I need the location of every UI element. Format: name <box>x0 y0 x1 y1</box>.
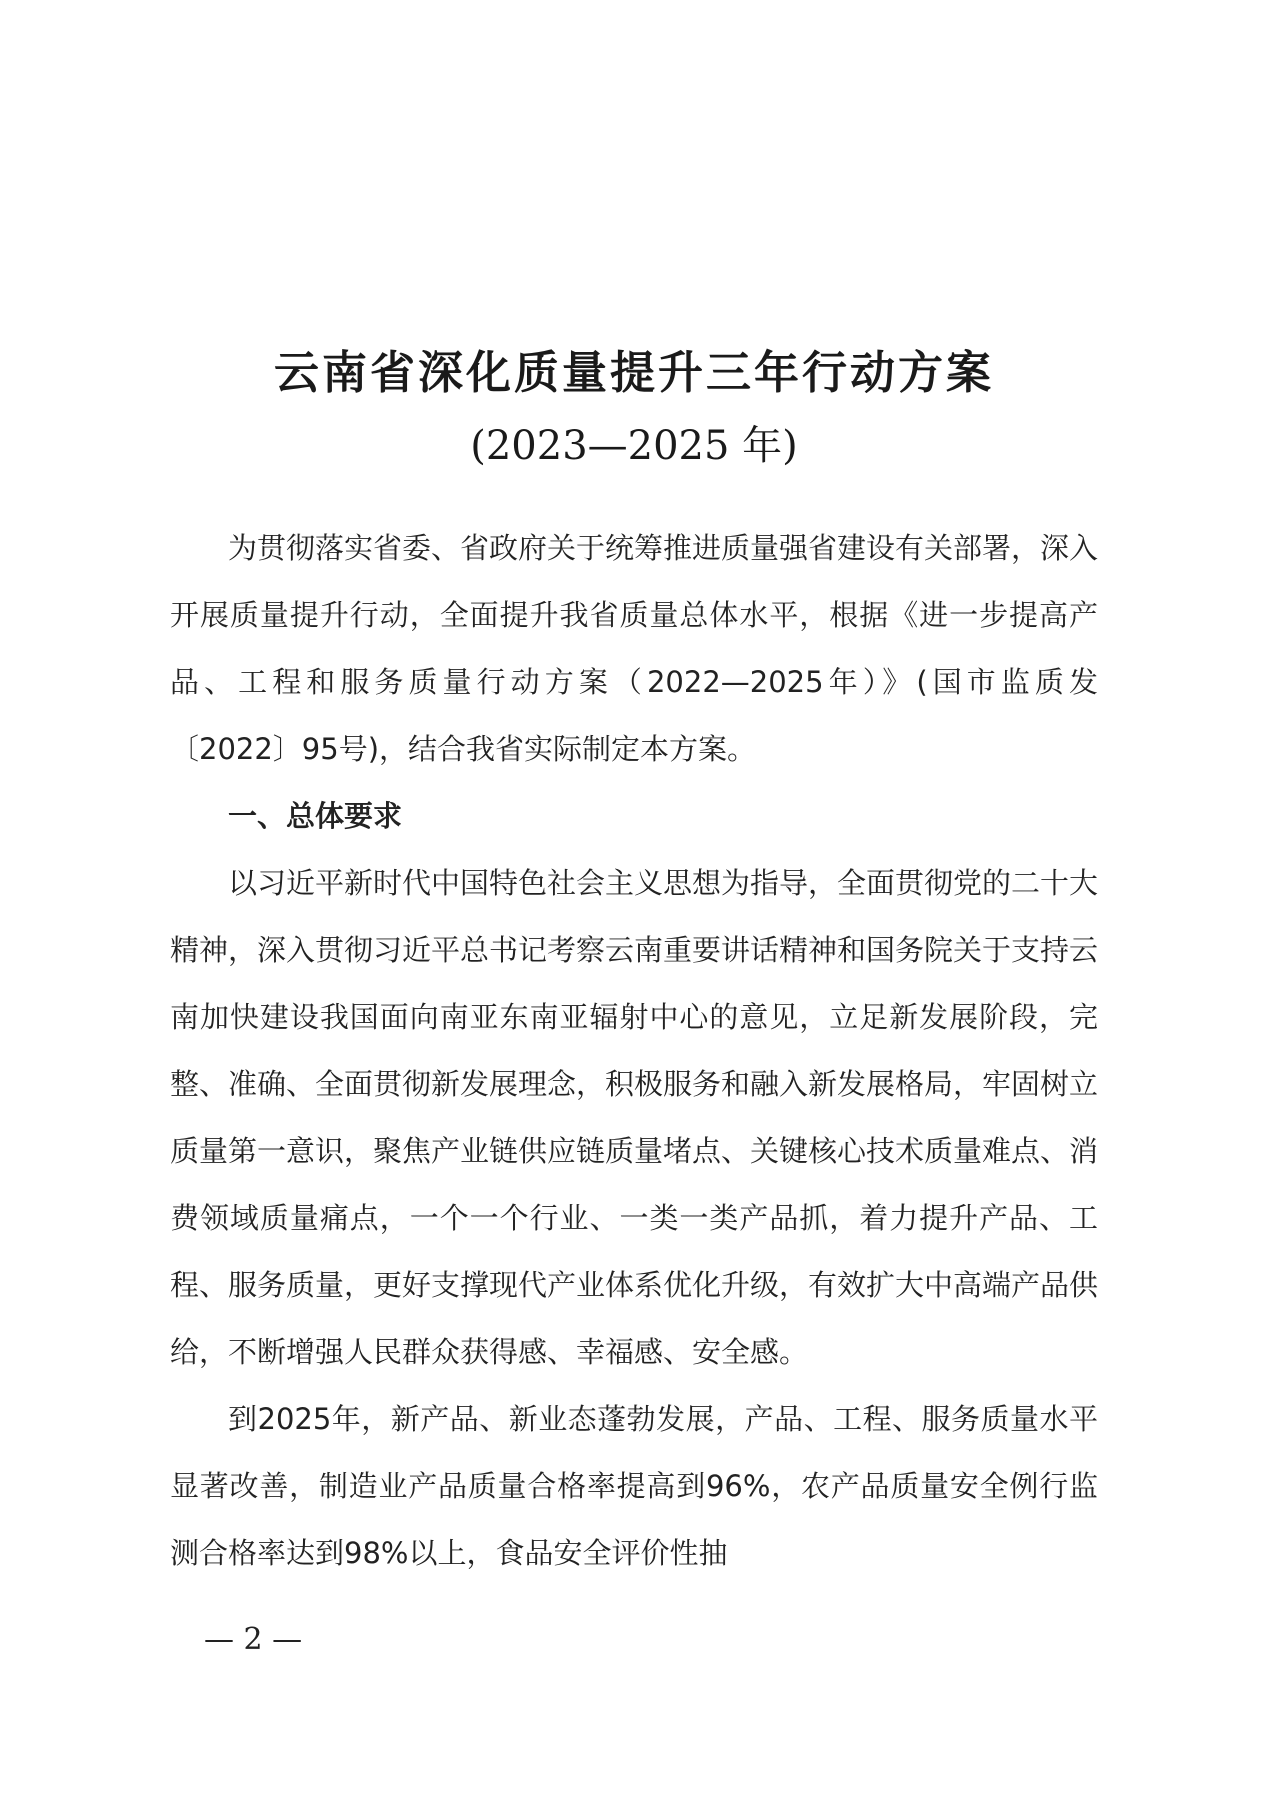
section-heading: 一、总体要求 <box>228 799 403 833</box>
body-paragraph: 以习近平新时代中国特色社会主义思想为指导，全面贯彻党的二十大精神，深入贯彻习近平总书记考察云南重要讲话精神和国务院关于支持云南加快建设我国面向南亚东南亚辐射中心的意见，立足新发展阶段，完整、准确、全面贯彻新发展理念，积极服务和融入新发展格局，牢固树立质量第一意识，聚焦产业链供应链质量堵点、关键核心技术质量难点、消费领域质量痛点，一个一个行业、一类一类产品抓，着力提升产品、工程、服务质量，更好支撑现代产业体系优化升级，有效扩大中高端产品供给，不断增强人民群众获得感、幸福感、安全感。 <box>170 866 1099 1369</box>
page-number: — 2 — <box>204 1622 303 1657</box>
document-body <box>170 515 1098 1587</box>
body-paragraph: 到2025年，新产品、新业态蓬勃发展，产品、工程、服务质量水平显著改善，制造业产品质量合格率提高到96%，农产品质量安全例行监测合格率达到98%以上，食品安全评价性抽 <box>170 1402 1098 1570</box>
document-title: 云南省深化质量提升三年行动方案 <box>273 346 994 399</box>
document-subtitle: (2023—2025 年) <box>470 423 798 469</box>
intro-paragraph: 为贯彻落实省委、省政府关于统筹推进质量强省建设有关部署，深入开展质量提升行动，全面提升我省质量总体水平，根据《进一步提高产品、工程和服务质量行动方案（2022—2025年）》(国市监质发〔2022〕95号)，结合我省实际制定本方案。 <box>170 531 1099 766</box>
